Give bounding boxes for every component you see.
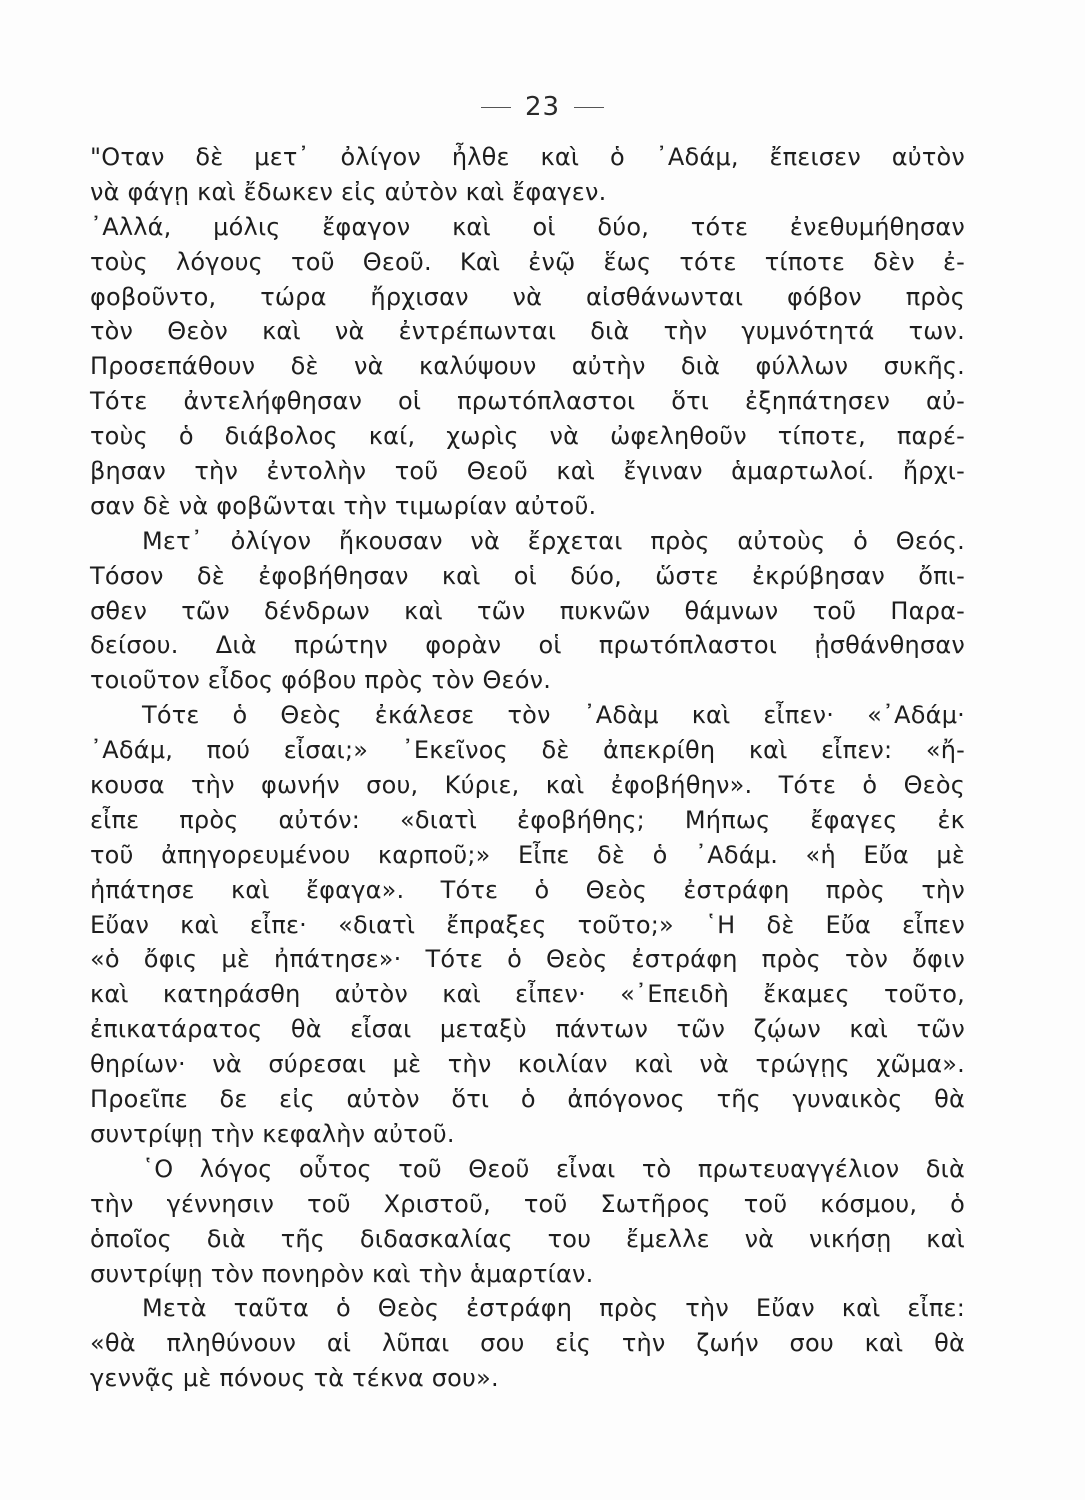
text-line: τοῦ ἀπηγορευμένου καρποῦ;» Εἶπε δὲ ὁ ᾽Αδάμ. «ἡ Εὔα μὲ <box>90 840 965 869</box>
text-line: ἠπάτησε καὶ ἔφαγα». Τότε ὁ Θεὸς ἐστράφη πρὸς τὴν <box>90 875 965 904</box>
text-line: θηρίων· νὰ σύρεσαι μὲ τὴν κοιλίαν καὶ νὰ τρώγῃς χῶμα». <box>90 1050 965 1079</box>
text-line: ὁποῖος διὰ τῆς διδασκαλίας του ἔμελλε νὰ νικήσῃ καὶ <box>90 1224 965 1253</box>
text-line: κουσα τὴν φωνήν σου, Κύριε, καὶ ἐφοβήθην». Τότε ὁ Θεὸς <box>90 771 965 800</box>
text-line: σαν δὲ νὰ φοβῶνται τὴν τιμωρίαν αὐτοῦ. <box>90 491 597 520</box>
text-line: Προσεπάθουν δὲ νὰ καλύψουν αὐτὴν διὰ φύλλων συκῆς. <box>90 352 965 381</box>
text-line: Μετὰ ταῦτα ὁ Θεὸς ἐστράφη πρὸς τὴν Εὔαν καὶ εἶπε: <box>142 1294 965 1323</box>
text-line: ᾽Αλλά, μόλις ἔφαγον καὶ οἱ δύο, τότε ἐνεθυμήθησαν <box>90 212 965 241</box>
text-line: Εὔαν καὶ εἶπε· «διατὶ ἔπραξες τοῦτο;» ῾Η δὲ Εὔα εἶπεν <box>90 910 965 939</box>
text-line: καὶ κατηράσθη αὐτὸν καὶ εἶπεν· «᾽Επειδὴ ἔκαμες τοῦτο, <box>90 980 965 1009</box>
text-line: τοιοῦτον εἶδος φόβου πρὸς τὸν Θεόν. <box>90 666 552 695</box>
text-line: Τότε ὁ Θεὸς ἐκάλεσε τὸν ᾽Αδὰμ καὶ εἶπεν· «᾽Αδάμ· <box>142 701 965 730</box>
text-line: Προεῖπε δε εἰς αὐτὸν ὅτι ὁ ἀπόγονος τῆς γυναικὸς θὰ <box>90 1085 965 1114</box>
text-line: τοὺς ὁ διάβολος καί, χωρὶς νὰ ὠφεληθοῦν τίποτε, παρέ- <box>90 422 965 451</box>
text-line: ἐπικατάρατος θὰ εἶσαι μεταξὺ πάντων τῶν ζῴων καὶ τῶν <box>90 1015 965 1044</box>
text-line: φοβοῦντο, τώρα ἤρχισαν νὰ αἰσθάνωνται φόβον πρὸς <box>90 282 965 311</box>
text-line: «θὰ πληθύνουν αἱ λῦπαι σου εἰς τὴν ζωήν σου καὶ θὰ <box>90 1329 965 1358</box>
text-line: Τόσον δὲ ἐφοβήθησαν καὶ οἱ δύο, ὥστε ἐκρύβησαν ὄπι- <box>90 561 965 590</box>
text-line: γεννᾷς μὲ πόνους τὰ τέκνα σου». <box>90 1364 499 1393</box>
right-dash-divider <box>574 107 604 108</box>
page-number-header <box>0 92 1085 122</box>
text-line: βησαν τὴν ἐντολὴν τοῦ Θεοῦ καὶ ἔγιναν ἁμαρτωλοί. ἤρχι- <box>90 457 965 486</box>
text-line: δείσου. Διὰ πρώτην φορὰν οἱ πρωτόπλαστοι ᾐσθάνθησαν <box>90 631 965 660</box>
page-number: 23 <box>524 92 561 122</box>
text-line: συντρίψῃ τὴν κεφαλὴν αὐτοῦ. <box>90 1119 455 1148</box>
left-dash-divider <box>481 107 511 108</box>
text-line: «ὁ ὄφις μὲ ἠπάτησε»· Τότε ὁ Θεὸς ἐστράφη πρὸς τὸν ὄφιν <box>90 945 965 974</box>
text-line: τὸν Θεὸν καὶ νὰ ἐντρέπωνται διὰ τὴν γυμνότητά των. <box>90 317 965 346</box>
text-line: νὰ φάγῃ καὶ ἔδωκεν εἰς αὐτὸν καὶ ἔφαγεν. <box>90 177 607 206</box>
text-line: Μετ᾽ ὀλίγον ἤκουσαν νὰ ἔρχεται πρὸς αὐτοὺς ὁ Θεός. <box>142 526 965 555</box>
text-line: τὴν γέννησιν τοῦ Χριστοῦ, τοῦ Σωτῆρος τοῦ κόσμου, ὁ <box>90 1189 965 1218</box>
text-line: ᾽Αδάμ, πού εἶσαι;» ᾽Εκεῖνος δὲ ἀπεκρίθη καὶ εἶπεν: «ἤ- <box>90 736 965 765</box>
body-text <box>90 140 965 1396</box>
text-line: "Οταν δὲ μετ᾽ ὀλίγον ἦλθε καὶ ὁ ᾽Αδάμ, ἔπεισεν αὐτὸν <box>90 143 965 171</box>
text-line: σθεν τῶν δένδρων καὶ τῶν πυκνῶν θάμνων τοῦ Παρα- <box>90 596 965 625</box>
text-line: εἶπε πρὸς αὐτόν: «διατὶ ἐφοβήθης; Μήπως ἔφαγες ἐκ <box>90 805 965 834</box>
text-line: συντρίψῃ τὸν πονηρὸν καὶ τὴν ἁμαρτίαν. <box>90 1259 594 1288</box>
text-line: ῾Ο λόγος οὗτος τοῦ Θεοῦ εἶναι τὸ πρωτευαγγέλιον διὰ <box>142 1154 965 1183</box>
text-line: Τότε ἀντελήφθησαν οἱ πρωτόπλαστοι ὅτι ἐξηπάτησεν αὐ- <box>90 387 965 416</box>
text-line: τοὺς λόγους τοῦ Θεοῦ. Καὶ ἐνῷ ἕως τότε τίποτε δὲν ἐ- <box>90 247 965 276</box>
